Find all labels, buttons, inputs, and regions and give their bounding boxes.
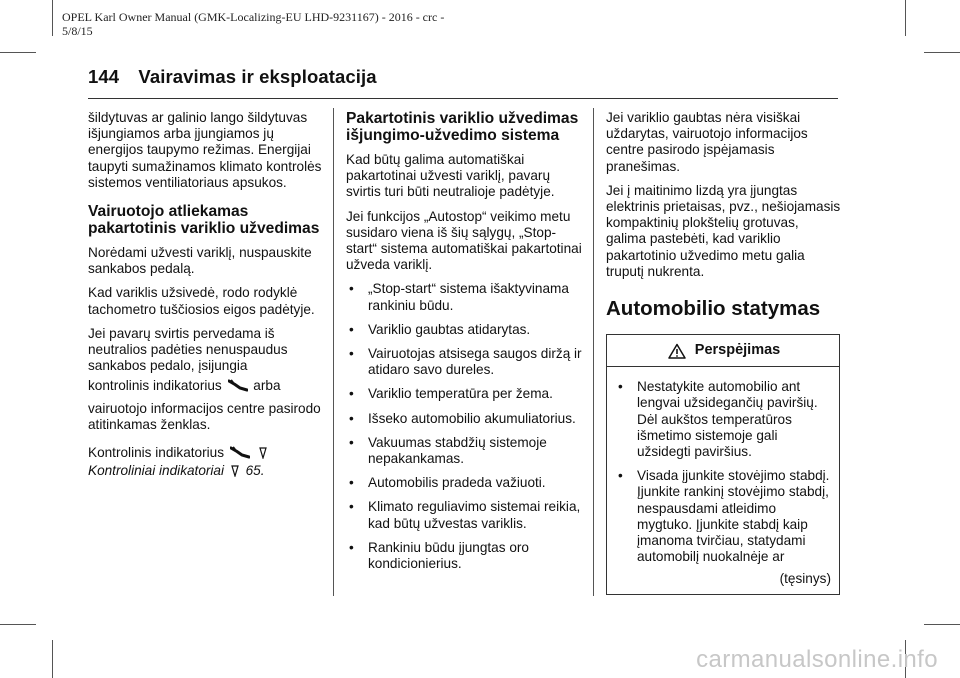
indicator-text: Kontrolinis indikatorius <box>88 445 225 461</box>
warning-list <box>615 379 831 565</box>
paragraph-indicator <box>88 378 324 396</box>
crop-mark <box>924 624 960 625</box>
condition-list <box>346 281 582 572</box>
print-meta-line2: 5/8/15 <box>62 24 93 38</box>
paragraph-indicator-ref <box>88 445 324 481</box>
page-title: Vairavimas ir eksploatacija <box>138 66 377 87</box>
page-header <box>88 66 377 88</box>
list-item: • Vakuumas stabdžių sistemoje nepakankamas. <box>346 435 582 467</box>
column-divider <box>593 108 594 596</box>
section-heading-large: Automobilio statymas <box>606 297 821 321</box>
list-item: • Variklio temperatūra per žema. <box>346 386 582 402</box>
paragraph: Jei pavarų svirtis pervedama iš neutralios padėties nenuspaudus sankabos pedalo, įsijungia <box>88 325 288 374</box>
reference-link[interactable]: Kontroliniai indikatoriai <box>88 463 225 479</box>
section-heading: Vairuotojo atliekamas pakartotinis variklio užvedimas <box>88 203 320 238</box>
list-item: • Vairuotojas atsisega saugos diržą ir atidaro savo dureles. <box>346 346 582 378</box>
page-number: 144 <box>88 66 120 87</box>
indicator-text: kontrolinis indikatorius <box>88 378 222 394</box>
list-item: • Visada įjunkite stovėjimo stabdį. Įjunkite rankinį stovėjimo stabdį, nespausdami atleidimo mygtuko. Įjunkite stabdį kaip įmanoma tvirčiau, statydami automobilį nuokalnėje ar <box>615 468 831 565</box>
page-reference-icon <box>230 465 240 481</box>
continued-label: (tęsinys) <box>779 571 831 587</box>
paragraph: Jei funkcijos „Autostop“ veikimo metu susidaro viena iš šių sąlygų, „Stop-start“ sistema automatiškai pakartotinai užveda variklį. <box>346 208 582 273</box>
column-divider <box>333 108 334 596</box>
page-reference-icon <box>258 447 268 463</box>
crop-mark <box>0 624 36 625</box>
paragraph: vairuotojo informacijos centre pasirodo atitinkamas ženklas. <box>88 400 321 432</box>
list-item: • Klimato reguliavimo sistemai reikia, kad būtų užvestas variklis. <box>346 499 582 531</box>
list-item: • Automobilis pradeda važiuoti. <box>346 475 582 491</box>
gearshift-indicator-icon <box>228 379 248 396</box>
warning-box <box>606 334 840 595</box>
warning-triangle-icon <box>668 343 689 360</box>
list-item: • Išseko automobilio akumuliatorius. <box>346 411 582 427</box>
column-2 <box>346 110 582 580</box>
paragraph: šildytuvas ar galinio lango šildytuvas išjungiamos arba įjungiamos jų energijos taupymo režimas. Energijai taupyti sumažinamos klimato kontrolės sistemos ventiliatoriaus apsukos. <box>88 110 322 190</box>
column-3 <box>606 110 842 595</box>
paragraph: Kad būtų galima automatiškai pakartotinai užvesti variklį, pavarų svirtis turi būti neutralioje padėtyje. <box>346 152 555 200</box>
warning-title: Perspėjimas <box>694 342 781 359</box>
list-item: • Nestatykite automobilio ant lengvai užsidegančių paviršių. Dėl aukštos temperatūros išmetimo sistemoje gali užsidegti paviršius. <box>615 379 831 460</box>
list-item: • Rankiniu būdu įjungtas oro kondicionierius. <box>346 540 582 572</box>
column-1 <box>88 110 324 489</box>
paragraph: Jei į maitinimo lizdą yra įjungtas elektrinis prietaisas, pvz., nešiojamasis kompaktinių plokštelių grotuvas, galima pastebėti, kad variklio pakartotinio užvedimo metu galia truputį nukrenta. <box>606 182 841 279</box>
watermark: carmanualsonline.info <box>696 646 938 673</box>
crop-mark <box>52 640 53 678</box>
header-rule <box>88 98 838 99</box>
paragraph: Kad variklis užsivedė, rodo rodyklė tachometro tuščiosios eigos padėtyje. <box>88 285 315 317</box>
list-item: • Variklio gaubtas atidarytas. <box>346 322 582 338</box>
crop-mark <box>924 52 960 53</box>
print-meta <box>62 10 444 38</box>
list-item: • „Stop-start“ sistema išaktyvinama rankiniu būdu. <box>346 281 582 313</box>
reference-page[interactable]: 65. <box>245 463 265 479</box>
warning-body <box>607 367 839 593</box>
crop-mark <box>905 0 906 36</box>
crop-mark <box>52 0 53 36</box>
gearshift-indicator-icon <box>230 446 250 463</box>
indicator-text-suffix: arba <box>253 378 281 394</box>
paragraph: Jei variklio gaubtas nėra visiškai uždarytas, vairuotojo informacijos centre pasirodo įspėjamasis pranešimas. <box>606 110 808 174</box>
print-meta-line1: OPEL Karl Owner Manual (GMK-Localizing-EU LHD-9231167) - 2016 - crc - <box>62 10 445 24</box>
paragraph: Norėdami užvesti variklį, nuspauskite sankabos pedalą. <box>88 245 312 277</box>
crop-mark <box>0 52 36 53</box>
warning-header <box>607 335 839 367</box>
section-heading: Pakartotinis variklio užvedimas išjungimo-užvedimo sistema <box>346 110 579 144</box>
